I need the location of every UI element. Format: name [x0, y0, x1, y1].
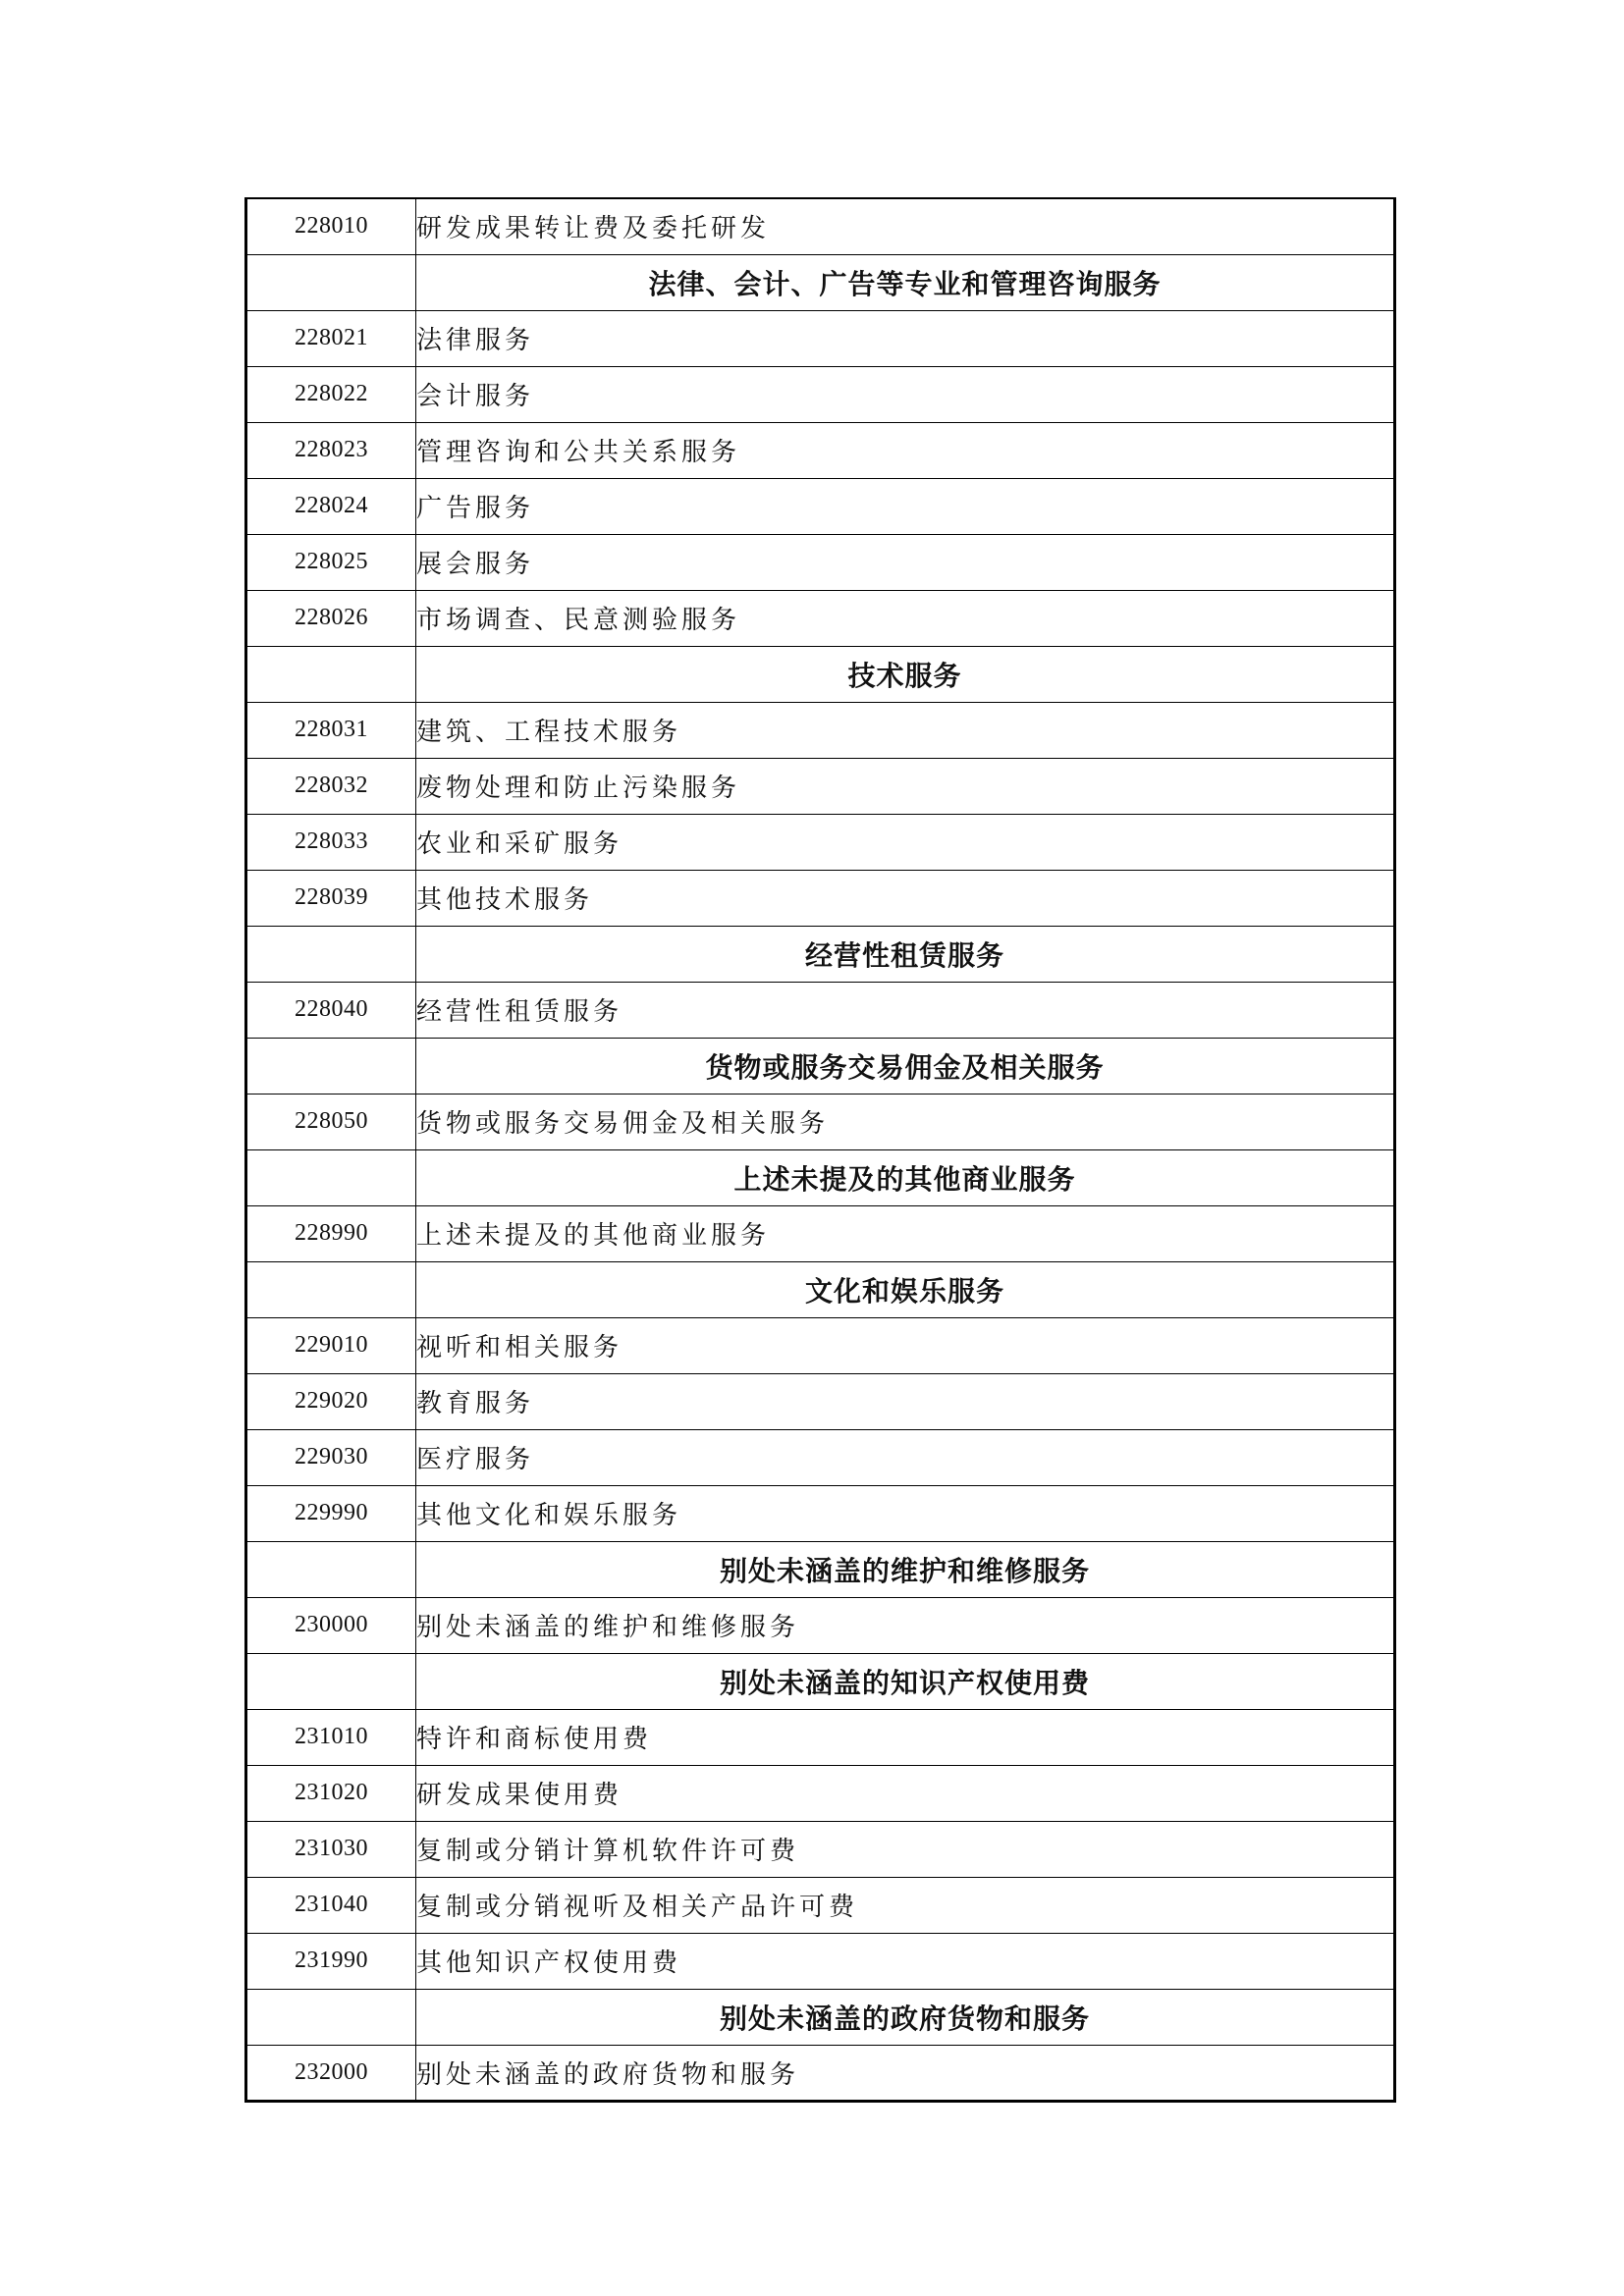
category-heading: 经营性租赁服务 — [416, 926, 1395, 982]
item-code: 228023 — [246, 422, 416, 478]
category-heading: 技术服务 — [416, 646, 1395, 702]
item-description: 别处未涵盖的政府货物和服务 — [416, 2045, 1395, 2101]
category-heading-row — [246, 1989, 1395, 2045]
item-code: 231010 — [246, 1709, 416, 1765]
category-heading-row — [246, 1038, 1395, 1094]
item-code: 228022 — [246, 366, 416, 422]
item-description: 广告服务 — [416, 478, 1395, 534]
code-cell-empty — [246, 1989, 416, 2045]
item-code: 228031 — [246, 702, 416, 758]
item-code: 231030 — [246, 1821, 416, 1877]
item-description: 研发成果转让费及委托研发 — [416, 198, 1395, 254]
item-description: 其他知识产权使用费 — [416, 1933, 1395, 1989]
item-code: 228025 — [246, 534, 416, 590]
table-row — [246, 1317, 1395, 1373]
table-row — [246, 758, 1395, 814]
item-description: 医疗服务 — [416, 1429, 1395, 1485]
code-cell-empty — [246, 646, 416, 702]
item-code: 228033 — [246, 814, 416, 870]
table-row — [246, 1709, 1395, 1765]
item-description: 经营性租赁服务 — [416, 982, 1395, 1038]
table-row — [246, 1373, 1395, 1429]
category-heading-row — [246, 254, 1395, 310]
table-row — [246, 1094, 1395, 1149]
transaction-code-table — [244, 197, 1396, 2103]
item-description: 复制或分销计算机软件许可费 — [416, 1821, 1395, 1877]
item-code: 231020 — [246, 1765, 416, 1821]
item-code: 231040 — [246, 1877, 416, 1933]
item-description: 会计服务 — [416, 366, 1395, 422]
item-description: 建筑、工程技术服务 — [416, 702, 1395, 758]
table-row — [246, 982, 1395, 1038]
item-description: 货物或服务交易佣金及相关服务 — [416, 1094, 1395, 1149]
table-row — [246, 310, 1395, 366]
code-cell-empty — [246, 254, 416, 310]
table-row — [246, 366, 1395, 422]
item-description: 展会服务 — [416, 534, 1395, 590]
item-code: 228050 — [246, 1094, 416, 1149]
category-heading-row — [246, 1541, 1395, 1597]
table-row — [246, 198, 1395, 254]
category-heading: 上述未提及的其他商业服务 — [416, 1149, 1395, 1205]
table-row — [246, 1485, 1395, 1541]
item-code: 228040 — [246, 982, 416, 1038]
table-row — [246, 422, 1395, 478]
table-row — [246, 1597, 1395, 1653]
code-cell-empty — [246, 1541, 416, 1597]
item-code: 228039 — [246, 870, 416, 926]
table-row — [246, 1877, 1395, 1933]
table-row — [246, 870, 1395, 926]
item-description: 别处未涵盖的维护和维修服务 — [416, 1597, 1395, 1653]
category-heading: 货物或服务交易佣金及相关服务 — [416, 1038, 1395, 1094]
item-description: 上述未提及的其他商业服务 — [416, 1205, 1395, 1261]
item-code: 228010 — [246, 198, 416, 254]
item-description: 特许和商标使用费 — [416, 1709, 1395, 1765]
category-heading-row — [246, 1149, 1395, 1205]
item-description: 复制或分销视听及相关产品许可费 — [416, 1877, 1395, 1933]
item-description: 法律服务 — [416, 310, 1395, 366]
item-description: 视听和相关服务 — [416, 1317, 1395, 1373]
code-cell-empty — [246, 1149, 416, 1205]
code-cell-empty — [246, 1653, 416, 1709]
item-code: 229010 — [246, 1317, 416, 1373]
category-heading-row — [246, 1653, 1395, 1709]
table-row — [246, 1429, 1395, 1485]
item-code: 229020 — [246, 1373, 416, 1429]
item-code: 230000 — [246, 1597, 416, 1653]
item-description: 其他文化和娱乐服务 — [416, 1485, 1395, 1541]
category-heading-row — [246, 1261, 1395, 1317]
item-description: 废物处理和防止污染服务 — [416, 758, 1395, 814]
item-code: 228026 — [246, 590, 416, 646]
table-row — [246, 1821, 1395, 1877]
table-row — [246, 702, 1395, 758]
item-code: 228021 — [246, 310, 416, 366]
item-code: 231990 — [246, 1933, 416, 1989]
item-description: 教育服务 — [416, 1373, 1395, 1429]
category-heading: 别处未涵盖的知识产权使用费 — [416, 1653, 1395, 1709]
item-description: 农业和采矿服务 — [416, 814, 1395, 870]
item-code: 229030 — [246, 1429, 416, 1485]
table-row — [246, 814, 1395, 870]
item-description: 市场调查、民意测验服务 — [416, 590, 1395, 646]
table-row — [246, 2045, 1395, 2101]
category-heading: 别处未涵盖的政府货物和服务 — [416, 1989, 1395, 2045]
item-description: 其他技术服务 — [416, 870, 1395, 926]
code-cell-empty — [246, 926, 416, 982]
table-row — [246, 590, 1395, 646]
table-body — [246, 198, 1395, 2101]
category-heading: 文化和娱乐服务 — [416, 1261, 1395, 1317]
category-heading: 法律、会计、广告等专业和管理咨询服务 — [416, 254, 1395, 310]
code-cell-empty — [246, 1038, 416, 1094]
table-row — [246, 1765, 1395, 1821]
table-row — [246, 1933, 1395, 1989]
table-row — [246, 534, 1395, 590]
item-description: 管理咨询和公共关系服务 — [416, 422, 1395, 478]
table-row — [246, 478, 1395, 534]
item-description: 研发成果使用费 — [416, 1765, 1395, 1821]
category-heading-row — [246, 646, 1395, 702]
item-code: 229990 — [246, 1485, 416, 1541]
item-code: 228990 — [246, 1205, 416, 1261]
item-code: 228024 — [246, 478, 416, 534]
code-cell-empty — [246, 1261, 416, 1317]
category-heading: 别处未涵盖的维护和维修服务 — [416, 1541, 1395, 1597]
item-code: 228032 — [246, 758, 416, 814]
item-code: 232000 — [246, 2045, 416, 2101]
category-heading-row — [246, 926, 1395, 982]
table-row — [246, 1205, 1395, 1261]
